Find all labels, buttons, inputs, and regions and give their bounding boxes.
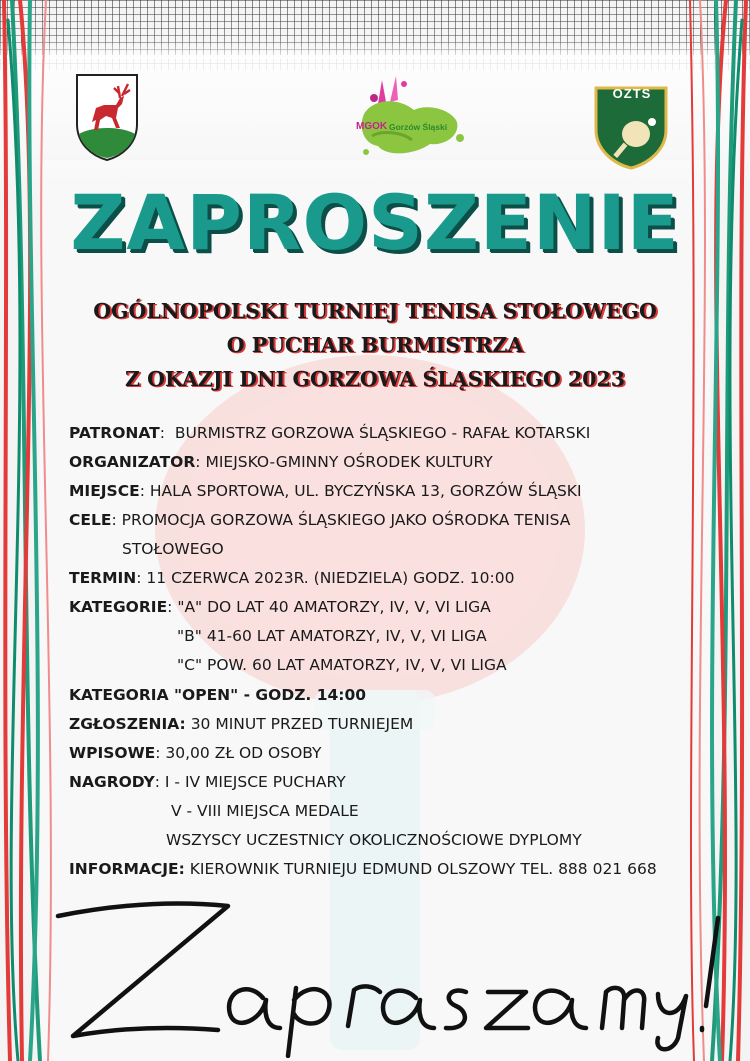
- patronat-label: PATRONAT: [69, 424, 160, 442]
- informacje-row: [69, 860, 657, 878]
- wpisowe-label: WPISOWE: [69, 744, 156, 762]
- open-category-text: KATEGORIA "OPEN" - GODZ. 14:00: [69, 686, 367, 704]
- gorzow-coat-of-arms-icon: [74, 72, 140, 162]
- wpisowe-value: 30,00 ZŁ OD OSOBY: [165, 744, 322, 762]
- mgok-logo-text: MGOK: [356, 121, 388, 132]
- termin-value: 11 CZERWCA 2023R. (NIEDZIELA) GODZ. 10:00: [146, 569, 515, 587]
- organizator-value: MIEJSKO-GMINNY OŚRODEK KULTURY: [205, 453, 493, 471]
- cele-label: CELE: [69, 511, 112, 529]
- kategorie-item: "A" DO LAT 40 AMATORZY, IV, V, VI LIGA: [177, 598, 491, 616]
- kategorie-label: KATEGORIE: [69, 598, 168, 616]
- subtitle-line: Z OKAZJI DNI GORZOWA ŚLĄSKIEGO 2023: [125, 367, 625, 391]
- informacje-value: KIEROWNIK TURNIEJU EDMUND OLSZOWY TEL. 888 021 668: [189, 860, 657, 878]
- organizator-row: ORGANIZATOR: MIEJSKO-GMINNY OŚRODEK KULTURY: [69, 453, 493, 471]
- kategorie-item: "C" POW. 60 LAT AMATORZY, IV, V, VI LIGA: [177, 656, 507, 674]
- nagrody-item: WSZYSCY UCZESTNICY OKOLICZNOŚCIOWE DYPLOMY: [166, 831, 582, 849]
- subtitle-line: O PUCHAR BURMISTRZA: [226, 333, 524, 357]
- zgloszenia-value: 30 MINUT PRZED TURNIEJEM: [190, 715, 414, 733]
- zgloszenia-row: [69, 715, 413, 733]
- ozts-logo-text: OZTS: [612, 86, 652, 101]
- nagrody-item: V - VIII MIEJSCA MEDALE: [171, 802, 359, 820]
- miejsce-row: MIEJSCE: HALA SPORTOWA, UL. BYCZYŃSKA 13, GORZÓW ŚLĄSKI: [69, 482, 582, 500]
- tournament-subtitle: [60, 294, 690, 396]
- nagrody-label: NAGRODY: [69, 773, 155, 791]
- organizator-label: ORGANIZATOR: [69, 453, 196, 471]
- patronat-value: BURMISTRZ GORZOWA ŚLĄSKIEGO - RAFAŁ KOTARSKI: [174, 424, 591, 442]
- termin-row: TERMIN: 11 CZERWCA 2023R. (NIEDZIELA) GODZ. 10:00: [69, 569, 515, 587]
- patronat-row: PATRONAT: BURMISTRZ GORZOWA ŚLĄSKIEGO - RAFAŁ KOTARSKI: [69, 424, 591, 442]
- termin-label: TERMIN: [69, 569, 137, 587]
- cele-value: PROMOCJA GORZOWA ŚLĄSKIEGO JAKO OŚRODKA TENISA: [121, 511, 571, 529]
- miejsce-value: HALA SPORTOWA, UL. BYCZYŃSKA 13, GORZÓW ŚLĄSKI: [149, 482, 582, 500]
- page-title: ZAPROSZENIE: [70, 178, 680, 267]
- miejsce-label: MIEJSCE: [69, 482, 140, 500]
- nagrody-row: NAGRODY: I - IV MIEJSCE PUCHARY: [69, 773, 346, 791]
- zgloszenia-label: ZGŁOSZENIA:: [69, 715, 186, 733]
- open-category-row: [69, 686, 366, 704]
- mgok-logo-icon: [352, 74, 480, 166]
- informacje-label: INFORMACJE:: [69, 860, 185, 878]
- wpisowe-row: WPISOWE: 30,00 ZŁ OD OSOBY: [69, 744, 322, 762]
- nagrody-item: I - IV MIEJSCE PUCHARY: [164, 773, 346, 791]
- mgok-logo-subtext: Gorzów Śląski: [389, 122, 448, 132]
- subtitle-line: OGÓLNOPOLSKI TURNIEJ TENISA STOŁOWEGO: [93, 299, 657, 323]
- cele-row: CELE: PROMOCJA GORZOWA ŚLĄSKIEGO JAKO OŚRODKA TENISA: [69, 511, 571, 529]
- cele-row-continued: STOŁOWEGO: [122, 540, 224, 558]
- kategorie-row: KATEGORIE: "A" DO LAT 40 AMATORZY, IV, V, VI LIGA: [69, 598, 491, 616]
- kategorie-item: "B" 41-60 LAT AMATORZY, IV, V, VI LIGA: [177, 627, 487, 645]
- zapraszamy-signature: [18, 888, 748, 1058]
